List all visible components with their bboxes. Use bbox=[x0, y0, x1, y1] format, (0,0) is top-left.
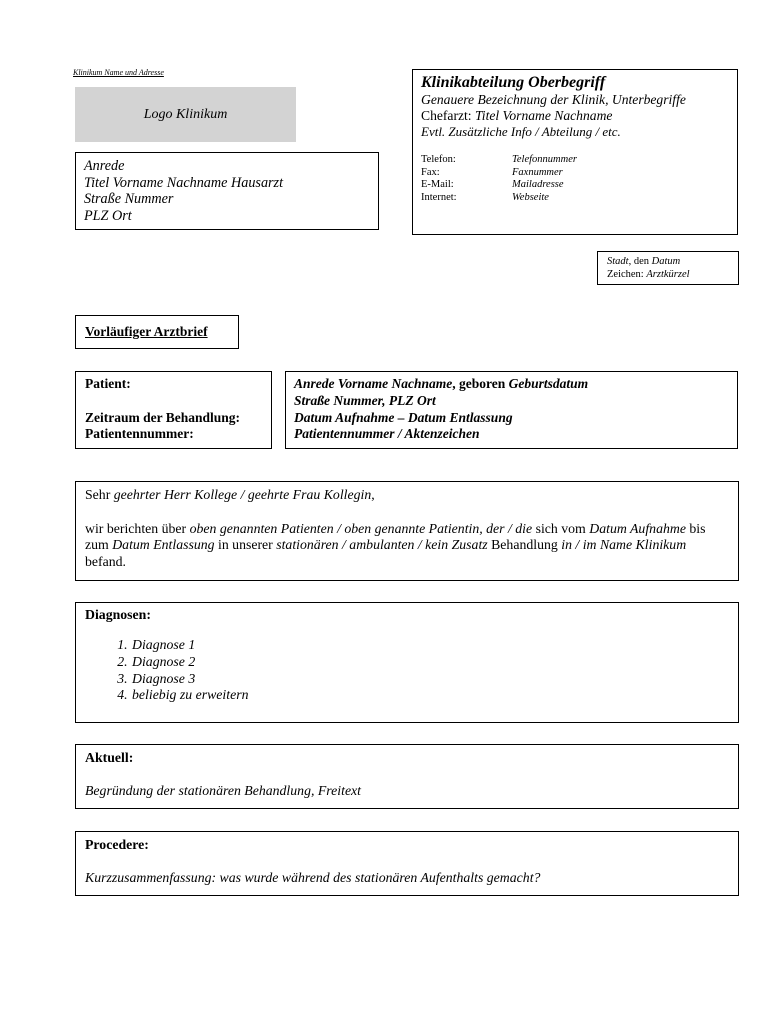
contact-list bbox=[421, 154, 729, 204]
date-box bbox=[597, 251, 739, 285]
birthdate: Geburtsdatum bbox=[508, 376, 589, 391]
contact-row bbox=[421, 167, 729, 180]
born-label: , geboren bbox=[452, 376, 509, 391]
chief-label: Chefarzt: bbox=[421, 108, 475, 123]
date: Datum bbox=[651, 256, 681, 267]
diagnosis-item: 4. beliebig zu erweitern bbox=[131, 687, 729, 704]
recipient-street: Straße Nummer bbox=[84, 191, 174, 207]
intro-text: sich vom bbox=[532, 520, 590, 536]
intro-patient-ref: oben genannten Patienten / oben genannte Patientin, der / die bbox=[189, 520, 533, 536]
chief-physician-line bbox=[421, 108, 729, 124]
salutation: geehrter Herr Kollege / geehrte Frau Kollegin bbox=[113, 487, 372, 502]
current-text: Begründung der stationären Behandlung, Freitext bbox=[85, 783, 362, 798]
contact-value: Mailadresse bbox=[512, 179, 564, 190]
procedure-title: Procedere: bbox=[85, 837, 149, 852]
salutation-suffix: , bbox=[371, 487, 375, 502]
contact-row bbox=[421, 192, 729, 205]
intro-admission-date: Datum Aufnahme bbox=[589, 520, 686, 536]
sign-value: Arztkürzel bbox=[646, 269, 690, 280]
chief-name: Titel Vorname Nachname bbox=[474, 108, 613, 123]
spacer bbox=[85, 393, 262, 410]
recipient-salutation: Anrede bbox=[84, 158, 125, 174]
date-separator: , den bbox=[628, 256, 652, 267]
sign-label: Zeichen: bbox=[607, 269, 647, 280]
patient-values-box bbox=[285, 371, 738, 449]
intro-text: wir berichten über bbox=[85, 520, 190, 536]
date-line bbox=[607, 255, 729, 268]
treatment-period: Datum Aufnahme – Datum Entlassung bbox=[294, 409, 513, 425]
procedure-text: Kurzzusammenfassung: was wurde während des stationären Aufenthalts gemacht? bbox=[85, 870, 541, 885]
diagnoses-list bbox=[85, 637, 729, 704]
logo-text: Logo Klinikum bbox=[143, 106, 228, 122]
department-extra-info: Evtl. Zusätzliche Info / Abteilung / etc. bbox=[421, 124, 621, 139]
letter-type: Vorläufiger Arztbrief bbox=[85, 324, 208, 339]
department-header-box bbox=[412, 69, 738, 235]
contact-value: Faxnummer bbox=[512, 166, 563, 178]
diagnosis-item: 2. Diagnose 2 bbox=[131, 654, 729, 671]
treatment-period-label: Zeitraum der Behandlung: bbox=[85, 409, 241, 425]
contact-value: Telefonnummer bbox=[512, 154, 577, 165]
current-box bbox=[75, 744, 739, 809]
greeting-box bbox=[75, 481, 739, 581]
diagnosis-item: 3. Diagnose 3 bbox=[131, 671, 729, 688]
clinic-name-address: Klinikum Name und Adresse bbox=[73, 68, 164, 77]
recipient-address-box bbox=[75, 152, 379, 230]
recipient-name: Titel Vorname Nachname Hausarzt bbox=[84, 174, 284, 191]
diagnoses-box bbox=[75, 602, 739, 723]
contact-label: Internet: bbox=[421, 191, 457, 203]
spacer bbox=[85, 504, 729, 521]
patient-name: Anrede Vorname Nachname bbox=[294, 376, 453, 391]
contact-label: Fax: bbox=[421, 166, 440, 178]
sign-line bbox=[607, 268, 729, 281]
department-title: Klinikabteilung Oberbegriff bbox=[421, 74, 606, 91]
department-subtitle: Genauere Bezeichnung der Klinik, Unterbegriffe bbox=[421, 92, 686, 107]
salutation-line bbox=[85, 487, 729, 504]
recipient-city: PLZ Ort bbox=[84, 207, 132, 224]
intro-clinic-ref: in / im Name Klinikum bbox=[561, 537, 687, 553]
intro-text: bis zum bbox=[85, 520, 706, 553]
contact-row bbox=[421, 154, 729, 167]
contact-row bbox=[421, 179, 729, 192]
patient-label: Patient: bbox=[85, 376, 131, 391]
diagnosis-item: 1. Diagnose 1 bbox=[131, 637, 729, 654]
intro-text: Behandlung bbox=[487, 537, 562, 553]
patient-labels-box bbox=[75, 371, 272, 449]
salutation-prefix: Sehr bbox=[85, 487, 114, 502]
patient-address: Straße Nummer, PLZ Ort bbox=[294, 392, 436, 408]
intro-discharge-date: Datum Entlassung bbox=[112, 537, 215, 553]
intro-text: befand. bbox=[85, 554, 126, 570]
contact-label: E-Mail: bbox=[421, 179, 454, 190]
intro-text: in unserer bbox=[214, 537, 277, 553]
clinic-logo bbox=[75, 87, 296, 142]
intro-treatment-type: stationären / ambulanten / kein Zusatz bbox=[276, 537, 488, 553]
patient-name-line bbox=[294, 376, 729, 393]
letter-type-box bbox=[75, 315, 239, 349]
patient-number: Patientennummer / Aktenzeichen bbox=[294, 426, 480, 442]
contact-value: Webseite bbox=[512, 191, 549, 203]
city: Stadt bbox=[607, 256, 629, 267]
diagnoses-title: Diagnosen: bbox=[85, 607, 151, 622]
intro-paragraph bbox=[85, 521, 729, 571]
procedure-box bbox=[75, 831, 739, 896]
patient-number-label: Patientennummer: bbox=[85, 426, 194, 442]
current-title: Aktuell: bbox=[85, 750, 134, 765]
contact-label: Telefon: bbox=[421, 154, 456, 165]
